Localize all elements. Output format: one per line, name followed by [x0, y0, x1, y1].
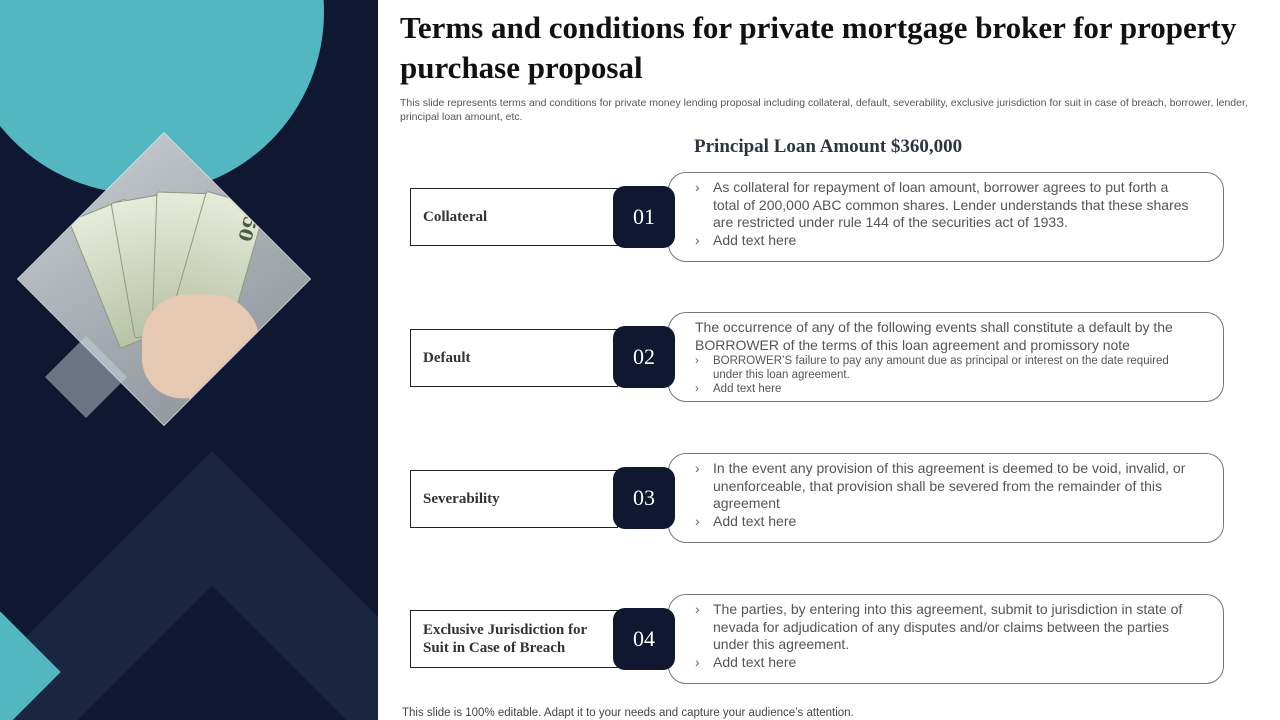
term-description-severability [668, 453, 1224, 543]
slide-footer-note: This slide is 100% editable. Adapt it to your needs and capture your audience’s attention. [402, 707, 854, 719]
bullet-item: › Add text here [693, 232, 1195, 250]
term-label-severability: Severability [410, 470, 618, 528]
chevron-shape [0, 451, 378, 720]
slide-subtitle: This slide represents terms and conditions for private money lending proposal including collateral, default, severability, exclusive jurisdiction for suit in case of breach, borrower, lender, principal loan amount, etc. [400, 97, 1248, 123]
sub-bullet-item: › BORROWER’S failure to pay any amount due as principal or interest on the date required under this loan agreement. [693, 354, 1195, 382]
term-label-default: Default [410, 329, 618, 387]
decorative-left-panel [0, 0, 378, 720]
term-number-badge: 01 [613, 186, 675, 248]
slide-title: Terms and conditions for private mortgage broker for property purchase proposal [400, 10, 1237, 85]
bullet-item: › In the event any provision of this agreement is deemed to be void, invalid, or unenforceable, that provision shall be severed from the remainder of this agreement [693, 460, 1195, 513]
term-number-badge: 03 [613, 467, 675, 529]
default-intro-text: The occurrence of any of the following events shall constitute a default by the BORROWER of the terms of this loan agreement and promissory note [695, 319, 1173, 353]
term-label-exclusive-jurisdiction: Exclusive Jurisdiction for Suit in Case of Breach [410, 610, 618, 668]
bullet-item: › The parties, by entering into this agreement, submit to jurisdiction in state of nevada for adjudication of any disputes and/or claims between the parties under this agreement. [693, 601, 1195, 654]
term-description-default [668, 312, 1224, 402]
bill-denomination: 50 [233, 213, 261, 244]
term-label-collateral: Collateral [410, 188, 618, 246]
term-description-exclusive-jurisdiction [668, 594, 1224, 684]
bullet-item: › Add text here [693, 654, 1195, 672]
sub-bullet-item: › Add text here [693, 382, 1195, 396]
hand-shape [142, 294, 260, 398]
bullet-item: › As collateral for repayment of loan amount, borrower agrees to put forth a total of 200,000 ABC common shares. Lender understands that these shares are restricted under rule 144 of the securities act of 1933. [693, 179, 1195, 232]
principal-loan-amount: Principal Loan Amount $360,000 [694, 136, 963, 157]
bullet-item: › Add text here [693, 513, 1195, 531]
term-number-badge: 02 [613, 326, 675, 388]
term-number-badge: 04 [613, 608, 675, 670]
term-description-collateral [668, 172, 1224, 262]
